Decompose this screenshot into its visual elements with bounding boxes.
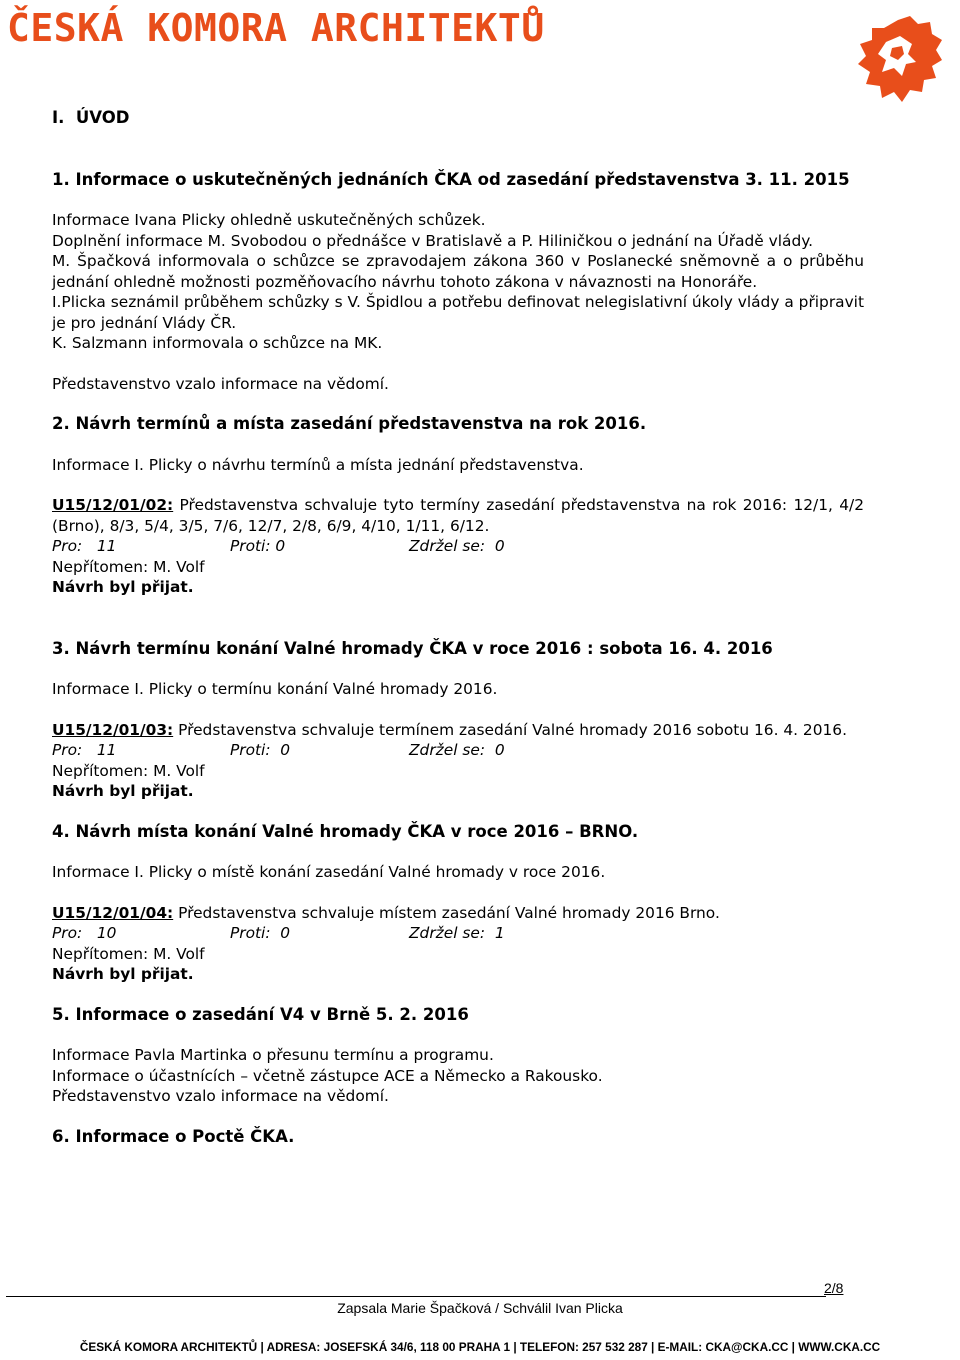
item1-line-3: M. Špačková informovala o schůzce se zpravodajem zákona 360 v Poslanecké sněmovně a o průběhu jednání ohledně možnosti pozměňovacího návrhu tohoto zákona v návaznosti na Honoráře. [52,252,864,291]
item4-result: Návrh byl přijat. [52,965,194,983]
item4-resolution-id: U15/12/01/04: [52,903,174,922]
item4-title: 4. Návrh místa konání Valné hromady ČKA v roce 2016 – BRNO. [52,821,639,841]
footer-divider [6,1296,826,1297]
item2-vote [52,536,864,557]
item3-vote-abstain: Zdržel se: 0 [409,741,505,759]
item3-vote-against: Proti: 0 [230,741,291,759]
item2-resolution [52,495,864,536]
item4-vote-for: Pro: 10 [52,924,117,942]
item3-vote-for: Pro: 11 [52,741,117,759]
item4-absent: Nepřítomen: M. Volf [52,944,205,963]
item4-resolution-text: Představenstva schvaluje místem zasedání Valné hromady 2016 Brno. [173,903,720,922]
item2-result: Návrh byl přijat. [52,578,194,596]
item4-vote-abstain: Zdržel se: 1 [409,924,505,942]
item4-vote [52,923,864,944]
item4-info: Informace I. Plicky o místě konání zasedání Valné hromady v roce 2016. [52,863,606,881]
item5-line-1: Informace Pavla Martinka o přesunu termínu a programu. [52,1046,494,1064]
item1-line-5: K. Salzmann informovala o schůzce na MK. [52,334,383,352]
item4-resolution [52,903,864,924]
item1-line-4: I.Plicka seznámil průběhem schůzky s V. Špidlou a potřebu definovat nelegislativní úkoly vlády a připravit je pro jednání Vlády ČR. [52,293,864,332]
item3-vote [52,740,864,761]
document-body [52,108,864,1147]
item5-line-2: Informace o účastnících – včetně zástupce ACE a Německo a Rakousko. [52,1066,603,1085]
item5-line-3: Představenstvo vzalo informace na vědomí. [52,1087,389,1105]
item3-absent: Nepřítomen: M. Volf [52,761,205,780]
item3-info: Informace I. Plicky o termínu konání Valné hromady 2016. [52,680,498,698]
item1-line-1: Informace Ivana Plicky ohledně uskutečněných schůzek. [52,211,486,229]
org-header: ČESKÁ KOMORA ARCHITEKTŮ [7,6,545,50]
item2-vote-against: Proti: 0 [230,537,286,555]
section-title: I. ÚVOD [52,108,130,127]
footer-recorded-by: Zapsala Marie Špačková / Schválil Ivan Plicka [337,1300,623,1316]
item2-vote-abstain: Zdržel se: 0 [409,537,505,555]
item3-resolution [52,720,864,741]
item2-resolution-text: Představenstva schvaluje tyto termíny zasedání představenstva na rok 2016: 12/1, 4/2 (Brno), 8/3, 5/4, 3/5, 7/6, 12/7, 2/8, 6/9, 4/10, 1/11, 6/12. [52,496,864,535]
footer-address: ČESKÁ KOMORA ARCHITEKTŮ | ADRESA: JOSEFSKÁ 34/6, 118 00 PRAHA 1 | TELEFON: 257 532 287 | E-MAIL: CKA@CKA.CC | WWW.CKA.CC [79,1340,881,1354]
item1-line-2: Doplnění informace M. Svobodou o přednášce v Bratislavě a P. Hiliničkou o jednání na Úřadě vlády. [52,231,814,250]
item5-title: 5. Informace o zasedání V4 v Brně 5. 2. 2016 [52,1004,469,1024]
item2-vote-for: Pro: 11 [52,537,117,555]
item6-title: 6. Informace o Poctě ČKA. [52,1126,295,1146]
item1-title: 1. Informace o uskutečněných jednáních ČKA od zasedání představenstva 3. 11. 2015 [52,169,850,189]
item2-title: 2. Návrh termínů a místa zasedání představenstva na rok 2016. [52,414,647,433]
item4-vote-against: Proti: 0 [230,924,291,942]
item2-info: Informace I. Plicky o návrhu termínů a místa jednání představenstva. [52,455,584,474]
item2-resolution-id: U15/12/01/02: [52,496,174,514]
page-number: 2/8 [824,1280,844,1296]
item2-absent: Nepřítomen: M. Volf [52,557,205,576]
item3-title: 3. Návrh termínu konání Valné hromady ČKA v roce 2016 : sobota 16. 4. 2016 [52,638,773,658]
item1-conclusion: Představenstvo vzalo informace na vědomí. [52,374,389,393]
lion-logo-icon [852,14,944,106]
item3-resolution-text: Představenstva schvaluje termínem zasedání Valné hromady 2016 sobotu 16. 4. 2016. [173,720,847,739]
item3-result: Návrh byl přijat. [52,782,194,800]
item3-resolution-id: U15/12/01/03: [52,720,174,739]
